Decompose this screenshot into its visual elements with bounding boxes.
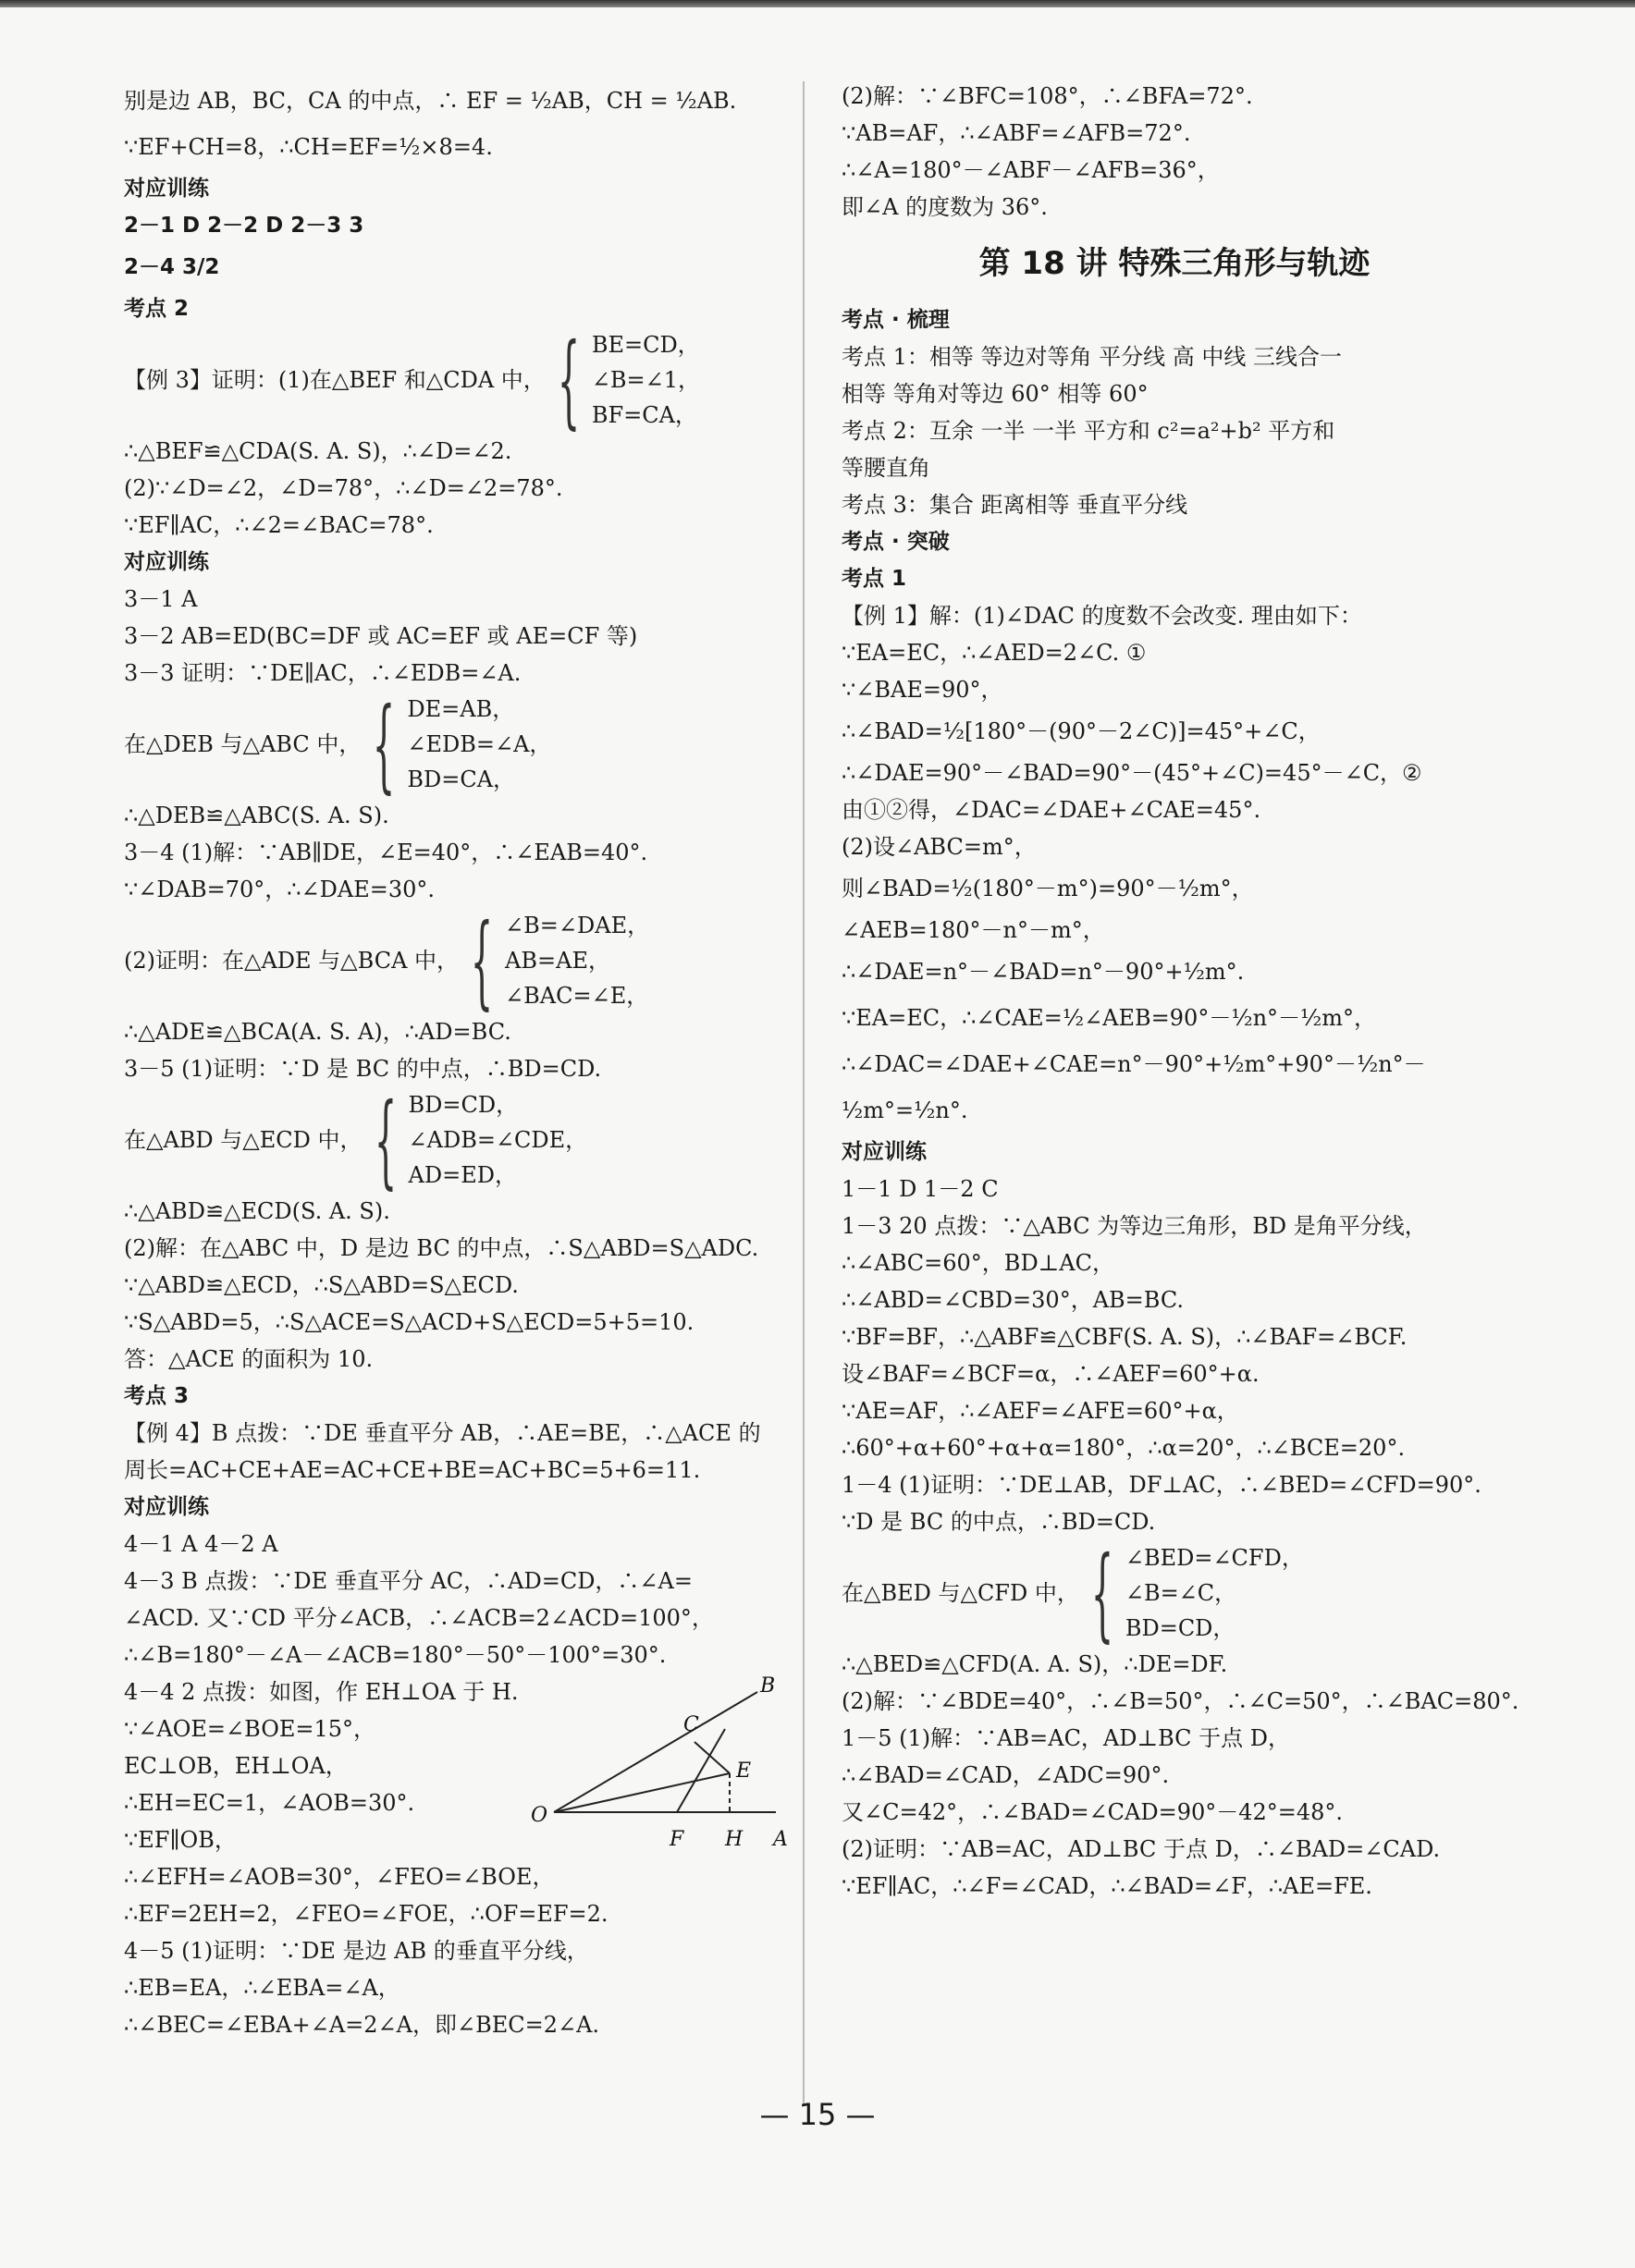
text-line: ∴∠DAE=n°－∠BAD=n°－90°+½m°.	[842, 959, 1245, 985]
brace-icon: {	[374, 1081, 397, 1199]
answer-line: 3－5 (1)证明：∵D 是 BC 的中点，∴BD=CD.	[124, 1056, 602, 1082]
system-item: BD=CD，	[1125, 1615, 1235, 1641]
text-line: 即∠A 的度数为 36°.	[842, 194, 1048, 220]
brace-icon: {	[557, 321, 581, 439]
text-line: EC⊥OB，EH⊥OA，	[124, 1753, 348, 1779]
text-line: ∴△DEB≌△ABC(S. A. S).	[124, 803, 389, 828]
equation-system	[842, 1534, 1507, 1652]
right-column	[842, 78, 1519, 1905]
answer-line: 4－4 2 点拨：如图，作 EH⊥OA 于 H.	[124, 1679, 519, 1705]
text-line: ½m°=½n°.	[842, 1097, 968, 1123]
text-line: 设∠BAF=∠BCF=α，∴∠AEF=60°+α.	[842, 1361, 1260, 1387]
section-heading: 对应训练	[842, 1140, 927, 1164]
answer-line: 3－2 AB=ED(BC=DF 或 AC=EF 或 AE=CF 等)	[124, 623, 638, 649]
label-e: E	[736, 1759, 752, 1783]
text-line: ∵EF∥AC，∴∠F=∠CAD，∴∠BAD=∠F，∴AE=FE.	[842, 1873, 1372, 1899]
text-line: ∵AB=AF，∴∠ABF=∠AFB=72°.	[842, 120, 1191, 146]
text-line: ∴△BED≌△CFD(A. A. S)，∴DE=DF.	[842, 1651, 1228, 1677]
system-item: DE=AB，	[407, 696, 515, 722]
system-item: BE=CD，	[591, 332, 700, 358]
left-column	[124, 78, 799, 2043]
text-line: 相等 等角对等边 60° 相等 60°	[842, 381, 1149, 407]
page-number: — 15 —	[759, 2097, 876, 2132]
text-line: ∴EF=2EH=2，∠FEO=∠FOE，∴OF=EF=2.	[124, 1901, 609, 1927]
text-line: 由①②得，∠DAC=∠DAE+∠CAE=45°.	[842, 797, 1261, 823]
system-prefix: 在△DEB 与△ABC 中，	[124, 731, 362, 757]
answer-line: 4－5 (1)证明：∵DE 是边 AB 的垂直平分线，	[124, 1938, 589, 1964]
system-prefix: (2)证明：在△ADE 与△BCA 中，	[124, 948, 460, 974]
answer-line: 4－3 B 点拨：∵DE 垂直平分 AC，∴AD=CD，∴∠A=	[124, 1568, 693, 1594]
system-item: ∠B=∠1，	[591, 367, 701, 393]
answer-line: 1－3 20 点拨：∵△ABC 为等边三角形，BD 是角平分线，	[842, 1213, 1427, 1239]
text-line: 又∠C=42°，∴∠BAD=∠CAD=90°－42°=48°.	[842, 1799, 1344, 1825]
answer-line: 2－4 3/2	[124, 255, 220, 279]
section-heading: 对应训练	[124, 550, 209, 574]
text-line: 【例 1】解：(1)∠DAC 的度数不会改变. 理由如下：	[842, 603, 1362, 629]
text-line: ∠ACD. 又∵CD 平分∠ACB，∴∠ACB=2∠ACD=100°，	[124, 1605, 714, 1631]
equation-system	[124, 321, 799, 439]
answer-line: 3－4 (1)解：∵AB∥DE，∠E=40°，∴∠EAB=40°.	[124, 840, 648, 865]
text-line: ∴△ABD≌△ECD(S. A. S).	[124, 1198, 390, 1224]
system-item: BD=CA，	[407, 766, 516, 792]
answer-line: 3－1 A	[124, 586, 198, 612]
text-line: ∵EA=EC，∴∠AED=2∠C. ①	[842, 640, 1147, 666]
text-line: ∵AE=AF，∴∠AEF=∠AFE=60°+α，	[842, 1398, 1239, 1424]
geometry-figure	[531, 1673, 799, 1858]
text-line: ∵EF∥OB，	[124, 1827, 237, 1853]
text-line: ∴EH=EC=1，∠AOB=30°.	[124, 1790, 415, 1816]
text-line: 答：△ACE 的面积为 10.	[124, 1346, 374, 1372]
answer-line: 1－5 (1)解：∵AB=AC，AD⊥BC 于点 D，	[842, 1725, 1291, 1751]
text-line: ∠AEB=180°－n°－m°，	[842, 917, 1105, 943]
text-line: ∵BF=BF，∴△ABF≌△CBF(S. A. S)，∴∠BAF=∠BCF.	[842, 1324, 1408, 1350]
page-top-border	[0, 0, 1635, 7]
column-divider	[803, 81, 805, 2106]
text-line: ∴△ADE≌△BCA(A. S. A)，∴AD=BC.	[124, 1019, 511, 1045]
text-line: (2)解：∵∠BDE=40°，∴∠B=50°，∴∠C=50°，∴∠BAC=80°.	[842, 1688, 1519, 1714]
text-line: ∴∠A=180°－∠ABF－∠AFB=36°，	[842, 157, 1220, 183]
text-line: ∴EB=EA，∴∠EBA=∠A，	[124, 1975, 400, 2001]
text-line: ∴∠DAC=∠DAE+∠CAE=n°－90°+½m°+90°－½n°－	[842, 1051, 1426, 1077]
label-c: C	[683, 1713, 699, 1736]
bisector-oe	[554, 1773, 730, 1812]
text-line: ∵EF+CH=8，∴CH=EF=½×8=4.	[124, 134, 493, 160]
label-b: B	[760, 1674, 776, 1698]
section-heading: 对应训练	[124, 1495, 209, 1519]
brace-icon: {	[470, 901, 494, 1020]
label-h: H	[725, 1828, 744, 1851]
brace-icon: {	[373, 685, 396, 803]
text-line: ∵∠DAB=70°，∴∠DAE=30°.	[124, 877, 435, 902]
text-line: (2)∵∠D=∠2，∠D=78°，∴∠D=∠2=78°.	[124, 475, 563, 501]
text-line: ∴60°+α+60°+α+α=180°，∴α=20°，∴∠BCE=20°.	[842, 1435, 1406, 1461]
text-line: 考点 1：相等 等边对等角 平分线 高 中线 三线合一	[842, 344, 1343, 370]
equation-system	[124, 685, 799, 803]
system-prefix: 【例 3】证明：(1)在△BEF 和△CDA 中，	[124, 367, 546, 393]
text-line: (2)设∠ABC=m°，	[842, 834, 1037, 860]
text-line: (2)解：在△ABC 中，D 是边 BC 的中点，∴S△ABD=S△ADC.	[124, 1235, 759, 1261]
system-prefix: 在△BED 与△CFD 中，	[842, 1580, 1079, 1606]
system-item: BF=CA，	[591, 402, 697, 428]
answer-line: 1－4 (1)证明：∵DE⊥AB，DF⊥AC，∴∠BED=∠CFD=90°.	[842, 1472, 1481, 1498]
section-heading: 对应训练	[124, 177, 209, 201]
text-line: ∴∠BAD=∠CAD，∠ADC=90°.	[842, 1762, 1170, 1788]
text-line: 【例 4】B 点拨：∵DE 垂直平分 AB，∴AE=BE，∴△ACE 的	[124, 1420, 761, 1446]
equation-system	[124, 901, 799, 1020]
text-line: ∴∠ABC=60°，BD⊥AC，	[842, 1250, 1114, 1276]
text-line: ∵D 是 BC 的中点，∴BD=CD.	[842, 1509, 1156, 1535]
text-line: ∴∠B=180°－∠A－∠ACB=180°－50°－100°=30°.	[124, 1642, 667, 1668]
system-item: ∠EDB=∠A，	[407, 731, 552, 757]
section-heading: 考点 · 梳理	[842, 308, 950, 332]
label-o: O	[531, 1804, 548, 1827]
answer-line: 3－3 证明：∵DE∥AC，∴∠EDB=∠A.	[124, 660, 522, 686]
text-line: (2)证明：∵AB=AC，AD⊥BC 于点 D，∴∠BAD=∠CAD.	[842, 1836, 1441, 1862]
text-line: ∵∠BAE=90°，	[842, 677, 1003, 703]
text-line: 别是边 AB，BC，CA 的中点，∴ EF = ½AB，CH = ½AB.	[124, 88, 737, 114]
system-item: BD=CD，	[408, 1092, 519, 1118]
text-line: ∴∠DAE=90°－∠BAD=90°－(45°+∠C)=45°－∠C，②	[842, 760, 1422, 786]
text-line: 考点 2：互余 一半 一半 平方和 c²=a²+b² 平方和	[842, 418, 1335, 444]
system-item: ∠B=∠DAE，	[505, 913, 650, 938]
brace-icon: {	[1090, 1534, 1114, 1652]
system-item: ∠BAC=∠E，	[505, 983, 649, 1009]
text-line: ∴∠ABD=∠CBD=30°，AB=BC.	[842, 1287, 1184, 1313]
text-line: 周长=AC+CE+AE=AC+CE+BE=AC+BC=5+6=11.	[124, 1457, 701, 1483]
system-prefix: 在△ABD 与△ECD 中，	[124, 1127, 363, 1153]
system-item: AB=AE，	[505, 948, 610, 974]
text-line: ∴△BEF≌△CDA(S. A. S)，∴∠D=∠2.	[124, 438, 512, 464]
system-item: ∠B=∠C，	[1125, 1580, 1237, 1606]
text-line: ∵S△ABD=5，∴S△ACE=S△ACD+S△ECD=5+5=10.	[124, 1309, 695, 1335]
ray-ob	[554, 1692, 757, 1812]
text-line: 等腰直角	[842, 455, 930, 481]
text-line: ∵EF∥AC，∴∠2=∠BAC=78°.	[124, 512, 434, 538]
segment-fe	[677, 1729, 725, 1812]
section-heading: 考点 1	[842, 567, 907, 591]
label-a: A	[773, 1828, 788, 1851]
text-line: ∴∠BAD=½[180°－(90°－2∠C)]=45°+∠C，	[842, 718, 1321, 744]
text-line: ∴∠BEC=∠EBA+∠A=2∠A，即∠BEC=2∠A.	[124, 2012, 600, 2038]
system-item: AD=ED，	[408, 1162, 517, 1188]
equation-system	[124, 1081, 799, 1199]
text-line: ∴∠EFH=∠AOB=30°，∠FEO=∠BOE，	[124, 1864, 555, 1890]
section-heading: 考点 2	[124, 297, 190, 321]
segment-ce	[695, 1742, 730, 1773]
text-line: ∵∠AOE=∠BOE=15°，	[124, 1716, 376, 1742]
text-line: 则∠BAD=½(180°－m°)=90°－½m°，	[842, 876, 1254, 901]
label-f: F	[670, 1828, 684, 1851]
section-heading: 考点 · 突破	[842, 530, 950, 554]
text-line: ∵EA=EC，∴∠CAE=½∠AEB=90°－½n°－½m°，	[842, 1005, 1377, 1031]
text-line: (2)解：∵∠BFC=108°，∴∠BFA=72°.	[842, 83, 1253, 109]
answer-line: 2－1 D 2－2 D 2－3 3	[124, 214, 364, 238]
text-line: 考点 3：集合 距离相等 垂直平分线	[842, 492, 1188, 518]
system-item: ∠BED=∠CFD，	[1125, 1545, 1304, 1571]
section-heading: 考点 3	[124, 1384, 190, 1408]
answer-line: 4－1 A 4－2 A	[124, 1531, 278, 1557]
answer-line: 1－1 D 1－2 C	[842, 1176, 999, 1202]
text-line: ∵△ABD≌△ECD，∴S△ABD=S△ECD.	[124, 1272, 519, 1298]
system-item: ∠ADB=∠CDE，	[408, 1127, 588, 1153]
lesson-title: 第 18 讲 特殊三角形与轨迹	[978, 245, 1371, 282]
